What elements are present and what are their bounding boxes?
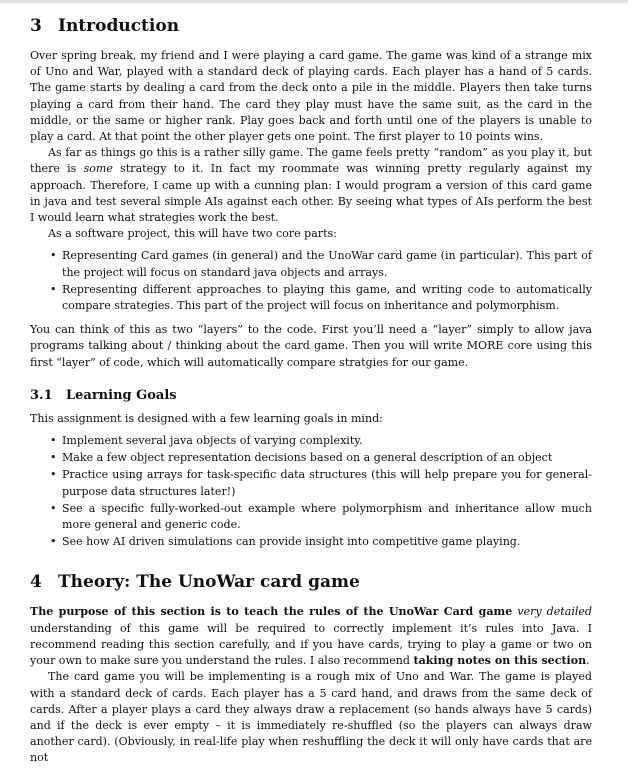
top-border [0,0,628,3]
bullet-icon: • [50,468,57,482]
list-item: • Practice using arrays for task-specific data structures (this will help prepare you for general-purpose data structures later!) [50,468,592,498]
bullet-icon: • [50,249,57,263]
section-3-1-heading [30,387,592,405]
core-parts-list [30,248,592,314]
intro-paragraph-1: Over spring break, my friend and I were playing a card game. The game was kind of a strange mix of Uno and War, played with a standard deck of playing cards. Each player has a hand of 5 cards. The game starts by dealing a card from the deck onto a pile in the middle. Players then take turns playing a card from their hand. The card they play must have the same suit, as the card in the middle, or the same or higher rank. Play goes back and forth until one of the players is unable to play a card. At that point the other player gets one point. The first player to 10 points wins. [30,49,592,144]
subsection-title: Learning Goals [66,387,177,403]
intro-paragraph-4: You can think of this as two “layers” to the code. First you’ll need a “layer” simply to allow java programs talking about / thinking about the card game. Then you will write MORE core using this first “layer” of code, which will automatically compare stratgies for our game. [30,323,592,369]
section-title: Introduction [58,16,180,36]
bold-text: taking notes on this section [413,654,587,668]
section-number: 3 [30,16,42,36]
section-number: 4 [30,572,42,593]
section-title: Theory: The UnoWar card game [58,572,360,593]
theory-paragraph-2: The card game you will be implementing is a rough mix of Uno and War. The game is played with a standard deck of cards. Each player has a 5 card hand, and draws from the same deck of cards. After a player plays a card they always draw a replacement (so hands always have 5 cards) and if the deck is ever empty – it is immediately re-shuffled (so the players can always draw another card). (Obviously, in real-life play when reshuffling the deck it will only have cards that are not [30,670,592,765]
learning-goals-intro: This assignment is designed with a few learning goals in mind: [30,411,383,425]
list-item: • Make a few object representation decisions based on a general description of an object [62,450,592,466]
theory-paragraph-1: The purpose of this section is to teach the rules of the UnoWar Card game very detailed understanding of this game will be required to correctly implement it’s rules into Java. I recommend reading this section carefully, and if you have cards, trying to play a game or two on your own to make sure you understand the rules. I also recommend taking notes on this section. [30,605,592,668]
list-item: • See a specific fully-worked-out example where polymorphism and inheritance allow much more general and generic code. [50,501,592,532]
section-3-heading [30,14,592,38]
list-item: • See how AI driven simulations can provide insight into competitive game playing. [62,534,592,550]
emphasis-text: some [83,162,113,176]
bullet-icon: • [50,282,57,296]
document-page [30,14,592,767]
intro-paragraph-3: As a software project, this will have two core parts: [48,227,337,241]
list-item: • Representing different approaches to playing this game, and writing code to automatically compare strategies. This part of the project will focus on inheritance and polymorphism. [50,282,592,313]
bold-text: The purpose of this section is to teach the rules of the UnoWar Card game [30,605,513,619]
bullet-icon: • [50,451,57,465]
section-4-heading [30,570,592,594]
list-item: • Implement several java objects of varying complexity. [62,433,592,449]
list-item: • Representing Card games (in general) and the UnoWar card game (in particular). This part of the project will focus on standard java objects and arrays. [50,249,592,279]
subsection-number: 3.1 [30,387,53,403]
bullet-icon: • [50,535,57,549]
intro-paragraph-2: As far as things go this is a rather silly game. The game feels pretty “random” as you play it, but there is some strategy to it. In fact my roommate was winning pretty regularly against my approach. Therefore, I came up with a cunning plan: I would program a version of this card game in java and test several simple AIs against each other. By seeing what types of AIs perform the best I would learn what strategies work the best. [30,146,592,225]
bullet-icon: • [50,434,57,448]
bullet-icon: • [50,501,57,515]
learning-goals-list [30,433,592,550]
emphasis-text: very detailed [517,605,592,619]
